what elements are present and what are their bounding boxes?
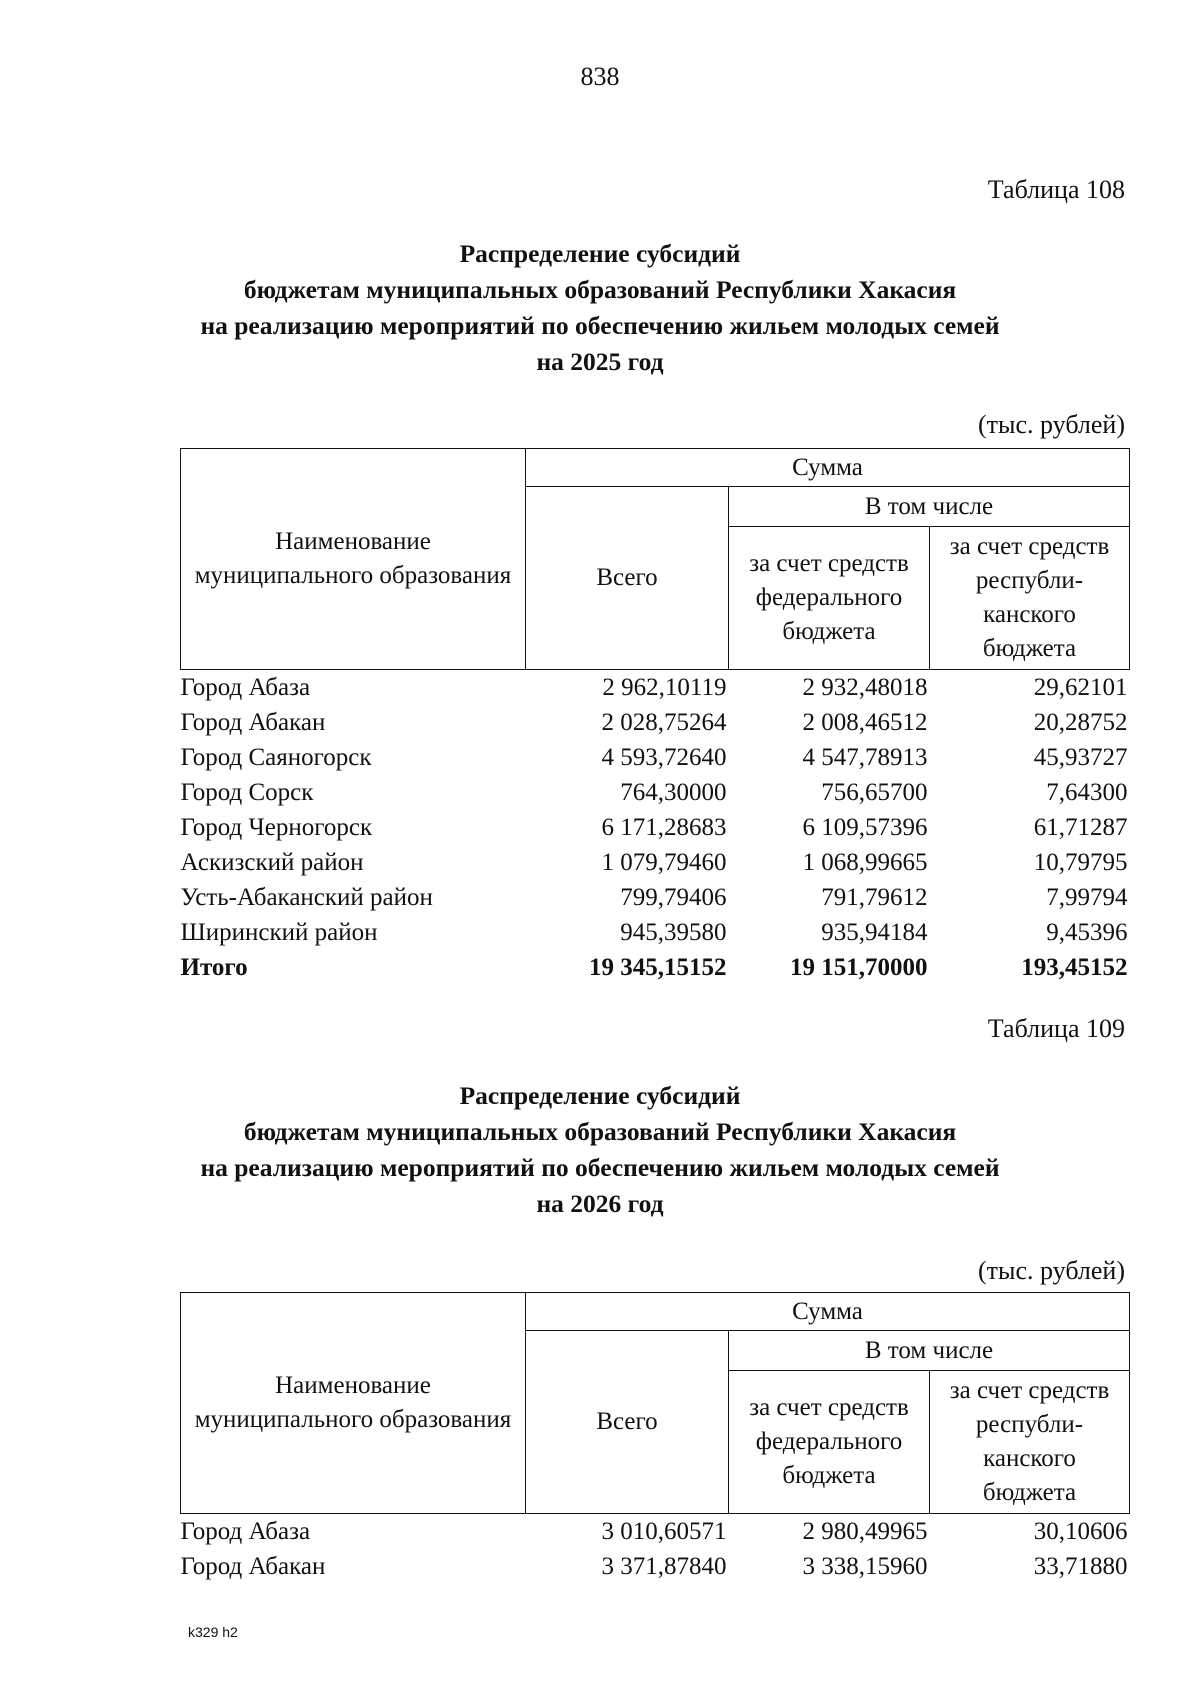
subsidy-table-2025 xyxy=(180,448,1130,985)
row-federal: 3 338,15960 xyxy=(802,1553,928,1580)
table-row xyxy=(181,1549,1130,1584)
row-republic: 61,71287 xyxy=(1033,814,1128,841)
table-label: Таблица 109 xyxy=(987,1014,1125,1043)
row-total: 2 028,75264 xyxy=(601,709,727,736)
row-name: Город Сорск xyxy=(180,779,314,806)
row-federal: 2 008,46512 xyxy=(802,709,928,736)
total-republic: 193,45152 xyxy=(1021,954,1128,981)
row-federal: 791,79612 xyxy=(821,884,928,911)
row-federal: 4 547,78913 xyxy=(802,744,928,771)
table-row xyxy=(181,705,1130,740)
row-total: 3 371,87840 xyxy=(601,1553,727,1580)
row-name: Усть-Абаканский район xyxy=(180,884,433,911)
table-row xyxy=(181,740,1130,775)
total-total: 19 345,15152 xyxy=(589,954,727,981)
heading-line: на реализацию мероприятий по обеспечению жильем молодых семей xyxy=(200,311,1000,340)
table-row xyxy=(181,775,1130,810)
heading-line: Распределение субсидий xyxy=(459,239,741,268)
heading-line: Распределение субсидий xyxy=(459,1081,741,1110)
row-total: 6 171,28683 xyxy=(601,814,727,841)
units-label: (тыс. рублей) xyxy=(977,1256,1125,1285)
subsidy-table-2026 xyxy=(180,1292,1130,1584)
header-sum: Сумма xyxy=(526,449,1130,487)
header-federal: за счет средств федерального бюджета xyxy=(729,527,930,670)
row-name: Ширинский район xyxy=(180,919,378,946)
table-row xyxy=(181,845,1130,880)
heading-line: на реализацию мероприятий по обеспечению жильем молодых семей xyxy=(200,1153,1000,1182)
heading-line: на 2026 год xyxy=(536,1189,664,1218)
row-total: 799,79406 xyxy=(620,884,727,911)
table-label: Таблица 108 xyxy=(987,175,1125,204)
row-name: Город Черногорск xyxy=(180,814,373,841)
row-name: Аскизский район xyxy=(180,849,364,876)
row-republic: 7,64300 xyxy=(1046,779,1128,806)
header-total: Всего xyxy=(526,487,729,670)
header-sum: Сумма xyxy=(526,1293,1130,1331)
total-federal: 19 151,70000 xyxy=(790,954,928,981)
row-republic: 10,79795 xyxy=(1033,849,1128,876)
row-name: Город Абаза xyxy=(180,674,311,701)
row-name: Город Абакан xyxy=(180,709,326,736)
header-including: В том числе xyxy=(729,1331,1130,1371)
row-federal: 1 068,99665 xyxy=(802,849,928,876)
header-republic: за счет средств республи- канского бюджета xyxy=(930,1371,1130,1514)
header-total: Всего xyxy=(526,1331,729,1514)
row-federal: 935,94184 xyxy=(821,919,928,946)
total-name: Итого xyxy=(180,954,248,981)
table-row xyxy=(181,670,1130,706)
table-row xyxy=(181,880,1130,915)
table-row xyxy=(181,915,1130,950)
row-republic: 45,93727 xyxy=(1033,744,1128,771)
row-total: 2 962,10119 xyxy=(602,674,727,701)
heading-line: бюджетам муниципальных образований Республики Хакасия xyxy=(243,1117,957,1146)
page-number: 838 xyxy=(580,62,620,91)
header-federal: за счет средств федерального бюджета xyxy=(729,1371,930,1514)
header-including: В том числе xyxy=(729,487,1130,527)
row-republic: 33,71880 xyxy=(1033,1553,1128,1580)
units-label: (тыс. рублей) xyxy=(977,410,1125,439)
row-republic: 9,45396 xyxy=(1046,919,1128,946)
row-republic: 7,99794 xyxy=(1046,884,1128,911)
row-name: Город Саяногорск xyxy=(180,744,372,771)
total-row xyxy=(181,950,1130,985)
table-row xyxy=(181,810,1130,845)
row-name: Город Абаза xyxy=(180,1518,311,1545)
header-municipality: Наименование муниципального образования xyxy=(181,1293,526,1514)
table-heading xyxy=(0,236,1200,380)
header-municipality: Наименование муниципального образования xyxy=(181,449,526,670)
row-total: 1 079,79460 xyxy=(601,849,727,876)
row-total: 945,39580 xyxy=(620,919,727,946)
row-republic: 20,28752 xyxy=(1033,709,1128,736)
table-heading xyxy=(0,1078,1200,1222)
row-republic: 30,10606 xyxy=(1033,1518,1128,1545)
heading-line: бюджетам муниципальных образований Республики Хакасия xyxy=(243,275,957,304)
row-federal: 756,65700 xyxy=(821,779,928,806)
row-total: 764,30000 xyxy=(620,779,727,806)
row-federal: 2 980,49965 xyxy=(802,1518,928,1545)
row-total: 3 010,60571 xyxy=(601,1518,727,1545)
heading-line: на 2025 год xyxy=(536,347,664,376)
table-row xyxy=(181,1514,1130,1550)
row-federal: 2 932,48018 xyxy=(802,674,928,701)
row-name: Город Абакан xyxy=(180,1553,326,1580)
row-total: 4 593,72640 xyxy=(601,744,727,771)
row-republic: 29,62101 xyxy=(1033,674,1128,701)
row-federal: 6 109,57396 xyxy=(802,814,928,841)
header-republic: за счет средств республи- канского бюджета xyxy=(930,527,1130,670)
footer-code: k329 h2 xyxy=(188,1624,238,1640)
